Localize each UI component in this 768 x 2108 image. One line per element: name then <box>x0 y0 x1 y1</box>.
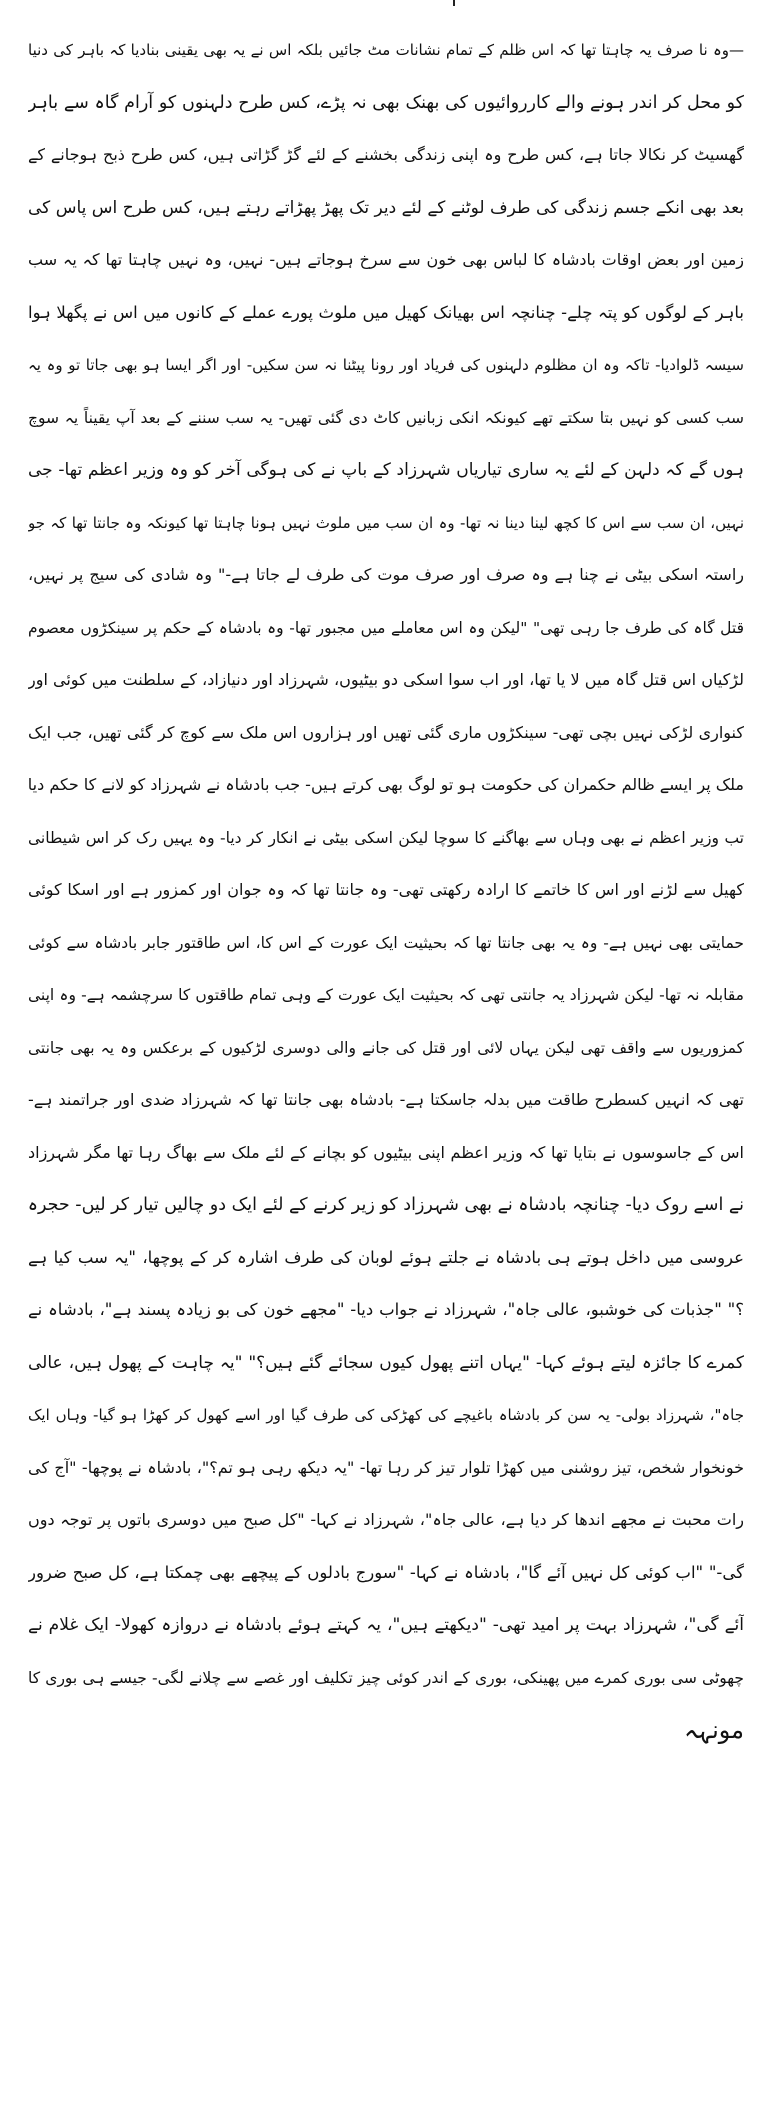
text-line-14: کنواری لڑکی نہیں بچی تھی- سینکڑوں ماری گئی تھیں اور ہزاروں اس ملک سے کوچ کر گئی تھیں، جب ایک <box>28 722 744 742</box>
text-line-33: مونہہ <box>683 1716 744 1744</box>
text-line-1: —وہ نا صرف یہ چاہتا تھا کہ اس ظلم کے تمام نشانات مٹ جائیں بلکہ اس نے یہ بھی یقینی بنادیا کہ باہر کی دنیا <box>28 41 744 59</box>
text-line-17: کھیل سے لڑنے اور اس کا خاتمے کا ارادہ رکھتی تھی- وہ جانتا تھا کہ وہ جوان اور کمزور ہے اور اسکا کوئی <box>28 880 744 899</box>
text-line-4: بعد بھی انکے جسم زندگی کی طرف لوٹنے کے لئے دیر تک پھڑ پھڑاتے رہتے ہیں، کس طرح اس پاس کی <box>28 197 744 218</box>
text-line-29: رات محبت نے مجھے اندھا کر دیا ہے، عالی جاہ"، شہرزاد نے کہا- "کل صبح میں دوسری باتوں پر توجہ دوں <box>28 1510 744 1529</box>
text-line-13: لڑکیاں اس قتل گاہ میں لا یا تھا، اور اب سوا اسکی دو بیٹیوں، شہرزاد اور دنیازاد، کے سلطنت میں کوئی اور <box>28 670 744 689</box>
text-line-32: چھوٹی سی بوری کمرے میں پھینکی، بوری کے اندر کوئی چیز تکلیف اور غصے سے چلانے لگی- جیسے ہی بوری کا <box>28 1668 744 1687</box>
text-line-30: گی-" "اب کوئی کل نہیں آئے گا"، بادشاہ نے کہا- "سورج بادلوں کے پیچھے بھی چمکتا ہے، کل صبح ضرور <box>28 1562 744 1582</box>
text-line-20: کمزوریوں سے واقف تھی لیکن یہاں لائی اور قتل کی جانے والی دوسری لڑکیوں کے برعکس وہ یہ بھی جانتی <box>28 1038 744 1057</box>
text-line-7: سیسہ ڈلوادیا- تاکہ وہ ان مظلوم دلہنوں کی فریاد اور رونا پیٹنا نہ سن سکیں- اور اگر ایسا ہو بھی جاتا تو وہ یہ <box>28 356 744 374</box>
text-line-3: گھسیٹ کر نکالا جاتا ہے، کس طرح وہ اپنی زندگی بخشنے کے لئے گڑ گڑاتی ہیں، کس طرح ذبح ہوجانے کے <box>28 145 744 164</box>
text-line-6: باہر کے لوگوں کو پتہ چلے- چنانچہ اس بھیانک کھیل میں ملوث پورے عملے کے کانوں میں اس نے پگھلا ہوا <box>28 302 744 322</box>
text-line-9: ہوں گے کہ دلہن کے لئے یہ ساری تیاریاں شہرزاد کے باپ نے کی ہوگی آخر کو وہ وزیر اعظم تھا- جی <box>28 460 744 480</box>
text-line-15: ملک پر ایسے ظالم حکمران کی حکومت ہو تو لوگ بھی کرتے ہیں- جب بادشاہ نے شہرزاد کو لانے کا حکم دیا <box>28 775 744 794</box>
text-line-21: تھی کہ انہیں کسطرح طاقت میں بدلہ جاسکتا ہے- بادشاہ بھی جانتا تھا کہ شہرزاد ضدی اور جراتمند ہے- <box>28 1090 744 1109</box>
text-line-27: جاہ"، شہرزاد بولی- یہ سن کر بادشاہ باغیچے کی کھڑکی کی طرف گیا اور اسے کھول کر کھڑا ہو گیا- وہاں ایک <box>28 1406 744 1424</box>
text-line-8: سب کسی کو نہیں بتا سکتے تھے کیونکہ انکی زبانیں کاٹ دی گئی تھیں- یہ سب سننے کے بعد آپ یقیناً یہ سوچ <box>28 408 744 427</box>
text-line-5: زمین اور بعض اوقات بادشاہ کا لباس بھی خون سے سرخ ہوجاتے ہیں- نہیں، وہ نہیں چاہتا تھا کہ یہ سب <box>28 250 744 269</box>
text-line-19: مقابلہ نہ تھا- لیکن شہرزاد یہ جانتی تھی کہ بحیثیت ایک عورت کے وہی تمام طاقتوں کا سرچشمہ ہے- وہ اپنی <box>28 986 744 1004</box>
urdu-text-body <box>28 24 744 1757</box>
text-line-31: آئے گی"، شہرزاد بہت پر امید تھی- "دیکھتے ہیں"، یہ کہتے ہوئے بادشاہ نے دروازہ کھولا- ایک غلام نے <box>28 1615 744 1635</box>
text-line-24: عروسی میں داخل ہوتے ہی بادشاہ نے جلتے ہوئے لوبان کی طرف اشارہ کر کے پوچھا، "یہ سب کیا ہے <box>28 1247 744 1267</box>
text-line-25: ؟" "جذبات کی خوشبو، عالی جاہ"، شہرزاد نے جواب دیا- "مجھے خون کی بو زیادہ پسند ہے"، بادشاہ نے <box>28 1300 744 1319</box>
text-line-2: کو محل کر اندر ہونے والے کارروائیوں کی بھنک بھی نہ پڑے، کس طرح دلہنوں کو آرام گاہ سے باہر <box>28 92 744 113</box>
text-line-16: تب وزیر اعظم نے بھی وہاں سے بھاگنے کا سوچا لیکن اسکی بیٹی نے انکار کر دیا- وہ یہیں رک کر اس شیطانی <box>28 828 744 847</box>
text-line-18: حمایتی بھی نہیں ہے- وہ یہ بھی جانتا تھا کہ بحیثیت ایک عورت کے اس کا، اس طاقتور جابر بادشاہ سے کوئی <box>28 933 744 952</box>
text-line-12: قتل گاہ کی طرف جا رہی تھی" "لیکن وہ اس معاملے میں مجبور تھا- وہ بادشاہ کے حکم پر سینکڑوں معصوم <box>28 618 744 637</box>
text-line-26: کمرے کا جائزہ لیتے ہوئے کہا- "یہاں اتنے پھول کیوں سجائے گئے ہیں؟" "یہ چاہت کے پھول ہیں، عالی <box>28 1352 744 1373</box>
text-line-28: خونخوار شخص، تیز روشنی میں کھڑا تلوار تیز کر رہا تھا- "یہ دیکھ رہی ہو تم؟"، بادشاہ نے پوچھا- "آج کی <box>28 1457 744 1477</box>
page-top-mark <box>453 0 455 6</box>
text-line-11: راستہ اسکی بیٹی نے چنا ہے وہ صرف اور صرف موت کی طرف لے جاتا ہے-" وہ شادی کی سیج پر نہیں، <box>28 565 744 584</box>
text-line-10: نہیں، ان سب سے اس کا کچھ لینا دینا نہ تھا- وہ ان سب میں ملوث نہیں ہونا چاہتا تھا کیونکہ وہ جانتا تھا کہ جو <box>28 513 744 532</box>
text-line-23: نے اسے روک دیا- چنانچہ بادشاہ نے بھی شہرزاد کو زیر کرنے کے لئے ایک دو چالیں تیار کر لیں- حجرہ <box>28 1195 744 1215</box>
text-line-22: اس کے جاسوسوں نے بتایا تھا کہ وزیر اعظم اپنی بیٹیوں کو بچانے کے لئے ملک سے بھاگ رہا تھا مگر شہرزاد <box>28 1142 744 1162</box>
